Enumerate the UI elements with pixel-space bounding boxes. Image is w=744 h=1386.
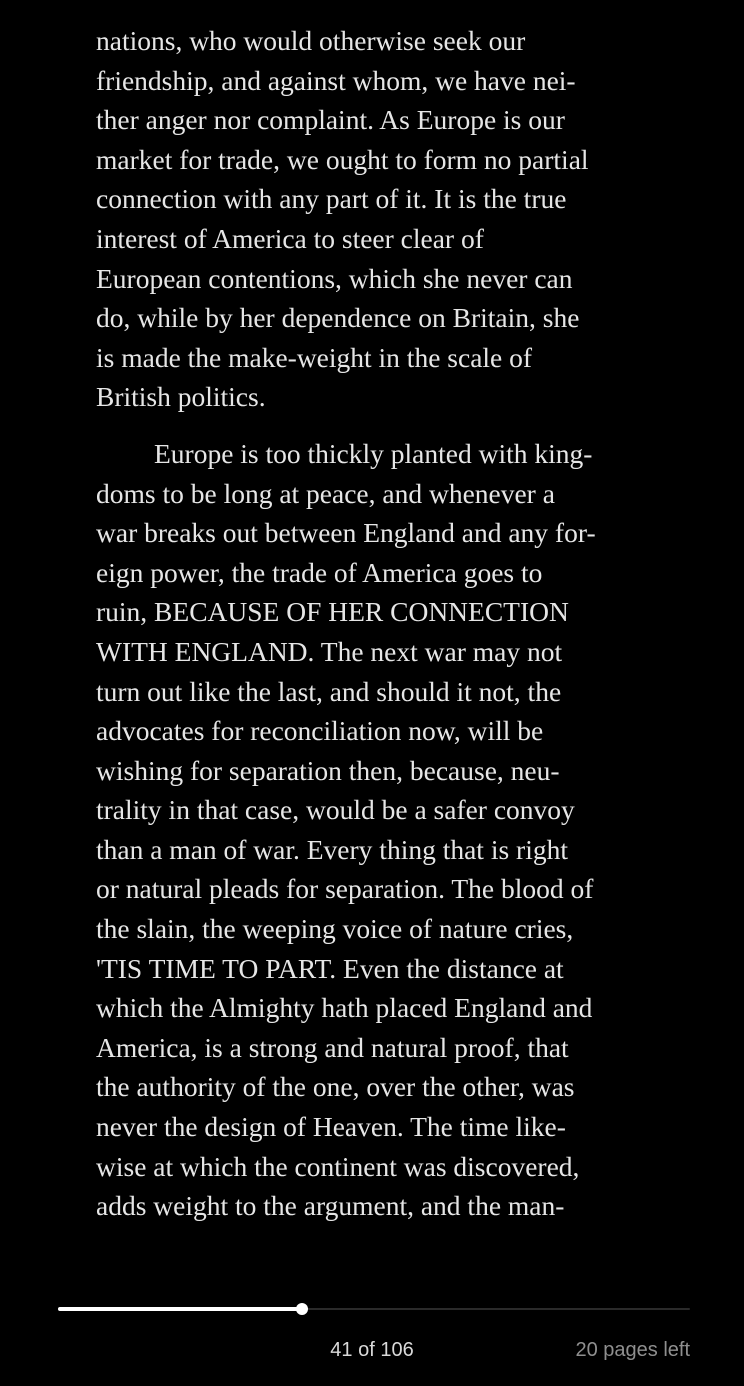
text-line: do, while by her dependence on Britain, she [96,302,580,334]
text-line: trality in that case, would be a safer convoy [96,794,575,826]
text-line: turn out like the last, and should it not, the [96,675,562,707]
text-line: is made the make-weight in the scale of [96,341,533,373]
text-line: wise at which the continent was discovered, [96,1150,580,1182]
book-paragraph [96,21,696,417]
text-line: the authority of the one, over the other, was [96,1071,575,1103]
text-line: European contentions, which she never can [96,262,573,294]
text-line: ther anger nor complaint. As Europe is our [96,104,565,136]
text-line-content: Europe is too thickly planted with king- [154,437,593,469]
reading-progress-slider[interactable] [58,1302,690,1316]
text-line: war breaks out between England and any for- [96,517,596,549]
text-line: or natural pleads for separation. The blood of [96,873,594,905]
text-line: never the design of Heaven. The time like- [96,1111,566,1143]
text-line: America, is a strong and natural proof, that [96,1031,569,1063]
text-line: than a man of war. Every thing that is right [96,833,568,865]
text-line: British politics. [96,381,266,413]
book-text-area [96,21,696,1226]
progress-knob[interactable] [296,1303,308,1315]
text-line: eign power, the trade of America goes to [96,556,543,588]
text-line: adds weight to the argument, and the man- [96,1190,565,1222]
text-line: nations, who would otherwise seek our [96,25,526,56]
text-line: wishing for separation then, because, neu- [96,754,560,786]
text-line [96,434,696,474]
progress-fill [58,1307,302,1311]
text-line: WITH ENGLAND. The next war may not [96,635,563,667]
text-line: connection with any part of it. It is the true [96,183,567,215]
text-line: doms to be long at peace, and whenever a [96,477,555,509]
page-indicator: 41 of 106 [330,1339,414,1361]
text-line: which the Almighty hath placed England and [96,992,593,1024]
text-line: ruin, BECAUSE OF HER CONNECTION [96,596,569,628]
text-line: interest of America to steer clear of [96,222,484,254]
pages-left-label: 20 pages left [575,1339,690,1361]
text-line: friendship, and against whom, we have nei- [96,64,576,96]
text-line: 'TIS TIME TO PART. Even the distance at [96,952,564,984]
text-line: market for trade, we ought to form no partial [96,143,589,175]
text-line: the slain, the weeping voice of nature cries, [96,913,574,945]
text-line: advocates for reconciliation now, will be [96,715,544,747]
book-paragraph [96,434,696,1226]
